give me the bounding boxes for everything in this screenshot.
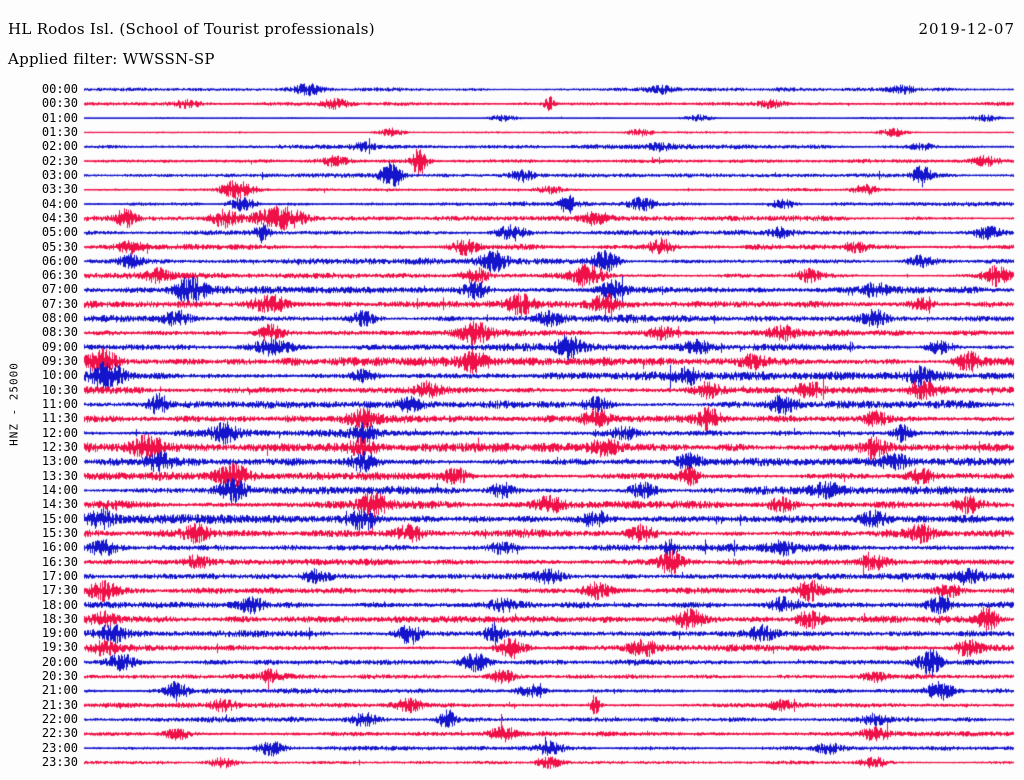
time-label: 06:00 <box>41 253 78 268</box>
time-label: 04:00 <box>41 196 78 211</box>
time-label: 03:00 <box>41 167 78 182</box>
time-label: 01:00 <box>41 110 78 125</box>
time-label: 13:30 <box>41 468 78 483</box>
time-label: 18:30 <box>41 611 78 626</box>
time-label: 22:30 <box>41 726 78 741</box>
time-label: 02:00 <box>41 139 78 154</box>
time-label: 19:30 <box>41 640 78 655</box>
time-label: 14:00 <box>41 482 78 497</box>
time-label: 12:00 <box>41 425 78 440</box>
time-label: 05:00 <box>41 225 78 240</box>
time-label: 17:30 <box>41 583 78 598</box>
time-label: 00:00 <box>41 82 78 96</box>
time-label: 11:30 <box>41 411 78 426</box>
time-label: 01:30 <box>41 124 78 139</box>
time-label: 18:00 <box>41 597 78 612</box>
applied-filter-label: Applied filter: WWSSN-SP <box>8 50 215 68</box>
time-label: 09:00 <box>41 339 78 354</box>
time-label: 19:00 <box>41 626 78 641</box>
time-label: 15:00 <box>41 511 78 526</box>
time-label: 07:30 <box>41 296 78 311</box>
time-label: 14:30 <box>41 497 78 512</box>
time-label: 08:00 <box>41 311 78 326</box>
time-label: 08:30 <box>41 325 78 340</box>
time-label: 21:00 <box>41 683 78 698</box>
time-label: 15:30 <box>41 525 78 540</box>
time-label: 12:30 <box>41 440 78 454</box>
time-label: 07:00 <box>41 282 78 297</box>
time-labels-column <box>0 0 80 780</box>
time-label: 00:30 <box>41 96 78 111</box>
time-label: 02:30 <box>41 153 78 168</box>
channel-scale-label: HNZ - 25000 <box>7 362 21 446</box>
time-label: 06:30 <box>41 268 78 283</box>
time-label: 22:00 <box>41 712 78 727</box>
time-label: 17:00 <box>41 568 78 583</box>
time-label: 09:30 <box>41 354 78 369</box>
record-date: 2019-12-07 <box>918 20 1015 38</box>
time-label: 10:00 <box>41 368 78 383</box>
time-label: 04:30 <box>41 210 78 225</box>
time-label: 20:00 <box>41 654 78 669</box>
time-label: 23:30 <box>41 755 78 770</box>
time-label: 20:30 <box>41 669 78 684</box>
time-label: 11:00 <box>41 397 78 412</box>
time-label: 03:30 <box>41 182 78 197</box>
time-label: 05:30 <box>41 239 78 254</box>
time-label: 13:00 <box>41 454 78 469</box>
station-title: HL Rodos Isl. (School of Tourist professionals) <box>8 20 375 38</box>
time-label: 23:00 <box>41 740 78 755</box>
time-label: 21:30 <box>41 697 78 712</box>
time-label: 10:30 <box>41 382 78 397</box>
time-label: 16:30 <box>41 554 78 569</box>
time-label: 16:00 <box>41 540 78 555</box>
